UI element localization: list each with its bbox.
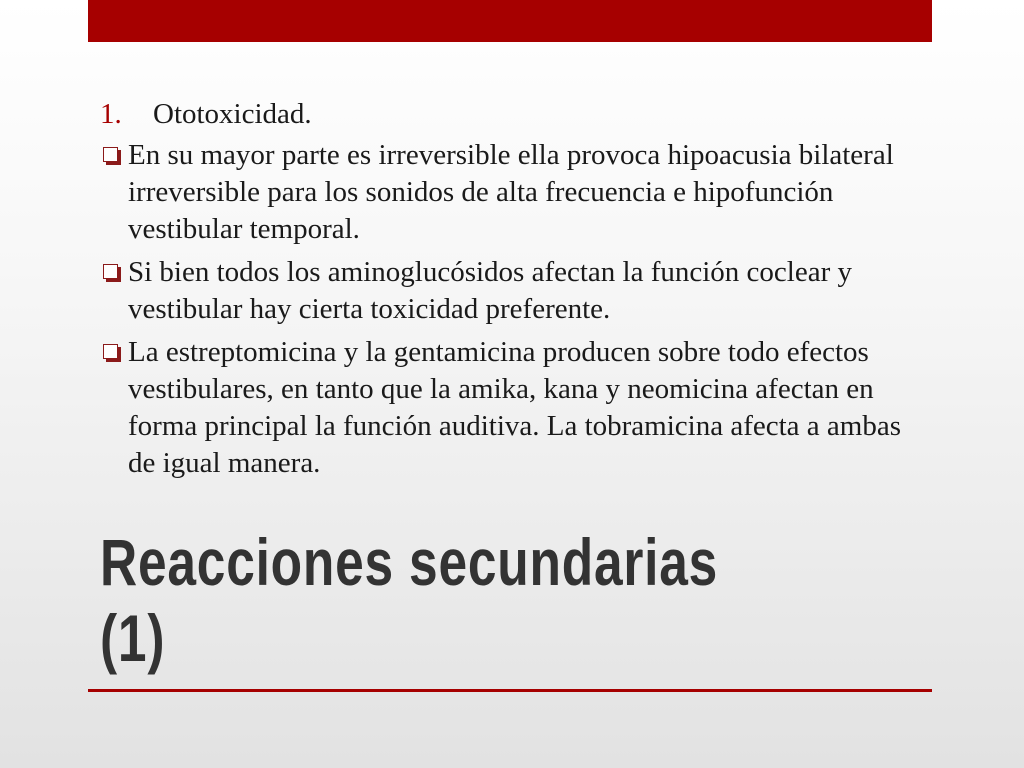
- bullet-item: [100, 137, 920, 248]
- bullet-text: Si bien todos los aminoglucósidos afectan la función coclear y vestibular hay cierta toxicidad preferente.: [128, 256, 853, 325]
- numbered-item: [100, 96, 920, 133]
- title-underline-rule: [88, 689, 932, 692]
- checkbox-square-icon: [103, 344, 118, 359]
- checkbox-square-icon: [103, 264, 118, 279]
- top-accent-bar: [88, 0, 932, 42]
- bullet-item: [100, 334, 920, 482]
- bullet-item: [100, 254, 920, 328]
- slide-title-line-2: (1): [100, 601, 166, 675]
- bullet-text: En su mayor parte es irreversible ella provoca hipoacusia bilateral irreversible para los sonidos de alta frecuencia e hipofunción vestibular temporal.: [128, 139, 894, 245]
- bullet-text: La estreptomicina y la gentamicina producen sobre todo efectos vestibulares, en tanto que la amika, kana y neomicina afectan en forma principal la función auditiva. La tobramicina afecta a ambas de igual manera.: [128, 336, 901, 479]
- slide-title: [100, 524, 747, 676]
- checkbox-square-icon: [103, 147, 118, 162]
- slide-body: [100, 96, 920, 488]
- list-number: 1.: [100, 98, 122, 130]
- numbered-item-text: Ototoxicidad.: [153, 98, 312, 130]
- slide-title-line-1: Reacciones secundarias: [100, 525, 719, 599]
